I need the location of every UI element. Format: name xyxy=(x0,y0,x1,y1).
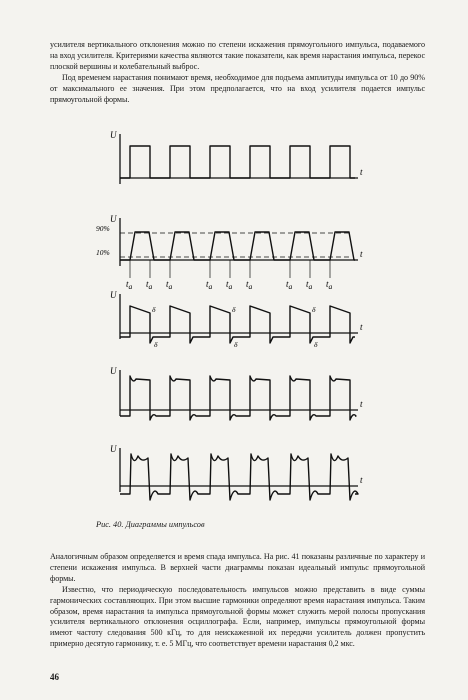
axis-label-t-row4: t xyxy=(360,399,363,409)
axis-label-t-row1: t xyxy=(360,167,363,177)
paragraph-4: Известно, что периодическую последовательность импульсов можно представить в виде суммы гармонических составляющих. При этом высшие гармоники определяют время нарастания импульса. Таким образом, время нарастания tа импульса прямоугольной формы может служить мерой полосы пропускания усилителя вертикального отклонения осциллографа. Если, например, импульсы прямоугольной формы имеют частоту следования 500 кГц, то для неискаженной их передачи усилитель должен пропустить примерно десятую гармонику, т. е. 5 МГц, что соответствует времени нарастания 0,2 мкс. xyxy=(50,584,425,649)
tilt-label-top-1: δ xyxy=(232,305,236,314)
tilt-label-top-2: δ xyxy=(312,305,316,314)
axis-label-u-row2: U xyxy=(110,214,117,224)
axis-label-u-row1: U xyxy=(110,130,117,140)
ringing-pulse-train xyxy=(120,454,358,500)
overshoot-pulse-train xyxy=(120,376,356,420)
paragraph-2: Под временем нарастания понимают время, необходимое для подъема амплитуды импульса от 10 до 90% от максимального ее значения. При этом предполагается, что на вход усилителя подается импульс прямоугольной формы. xyxy=(50,72,425,104)
rise-time-pulse-train xyxy=(120,232,355,260)
tilt-label-bottom-0: δ xyxy=(154,340,158,349)
rise-time-label-4: $t_a$ xyxy=(226,279,233,291)
rise-time-label-6: $t_a$ xyxy=(286,279,293,291)
level-90-label: 90% xyxy=(96,224,110,233)
rise-time-label-5: $t_a$ xyxy=(246,279,253,291)
tilt-label-bottom-1: δ xyxy=(234,340,238,349)
axis-label-t-row2: t xyxy=(360,249,363,259)
tilt-label-bottom-2: δ xyxy=(314,340,318,349)
axis-label-u-row4: U xyxy=(110,366,117,376)
top-text xyxy=(50,40,425,105)
axis-label-u-row3: U xyxy=(110,290,117,300)
paragraph-3: Аналогичным образом определяется и время спада импульса. На рис. 41 показаны различные по характеру и степени искажения импульса. В верхней части диаграммы показан идеальный импульс прямоугольной формы. xyxy=(50,552,425,583)
tilt-label-top-0: δ xyxy=(152,305,156,314)
rise-time-label-3: $t_a$ xyxy=(206,279,213,291)
axis-label-t-row5: t xyxy=(360,475,363,485)
pulse-diagram-figure xyxy=(90,128,370,518)
bottom-text xyxy=(50,552,425,650)
axis-label-t-row3: t xyxy=(360,322,363,332)
level-10-label: 10% xyxy=(96,248,110,257)
rise-time-label-8: $t_a$ xyxy=(326,279,333,291)
pulse-diagrams-svg xyxy=(90,128,370,518)
ideal-pulse-train xyxy=(120,146,355,178)
figure-caption: Рис. 40. Диаграммы импульсов xyxy=(96,520,205,529)
paragraph-1: усилителя вертикального отклонения можно по степени искажения прямоугольного импульса, подаваемого на вход усилителя. Критериями качества являются такие показатели, как время нарастания импульса, перекос плоской вершины и колебательный выброс. xyxy=(50,40,425,71)
rise-time-label-1: $t_a$ xyxy=(146,279,153,291)
page-number: 46 xyxy=(50,672,59,682)
rise-time-label-2: $t_a$ xyxy=(166,279,173,291)
rise-time-label-7: $t_a$ xyxy=(306,279,313,291)
rise-time-label-0: $t_a$ xyxy=(126,279,133,291)
axis-label-u-row5: U xyxy=(110,444,117,454)
